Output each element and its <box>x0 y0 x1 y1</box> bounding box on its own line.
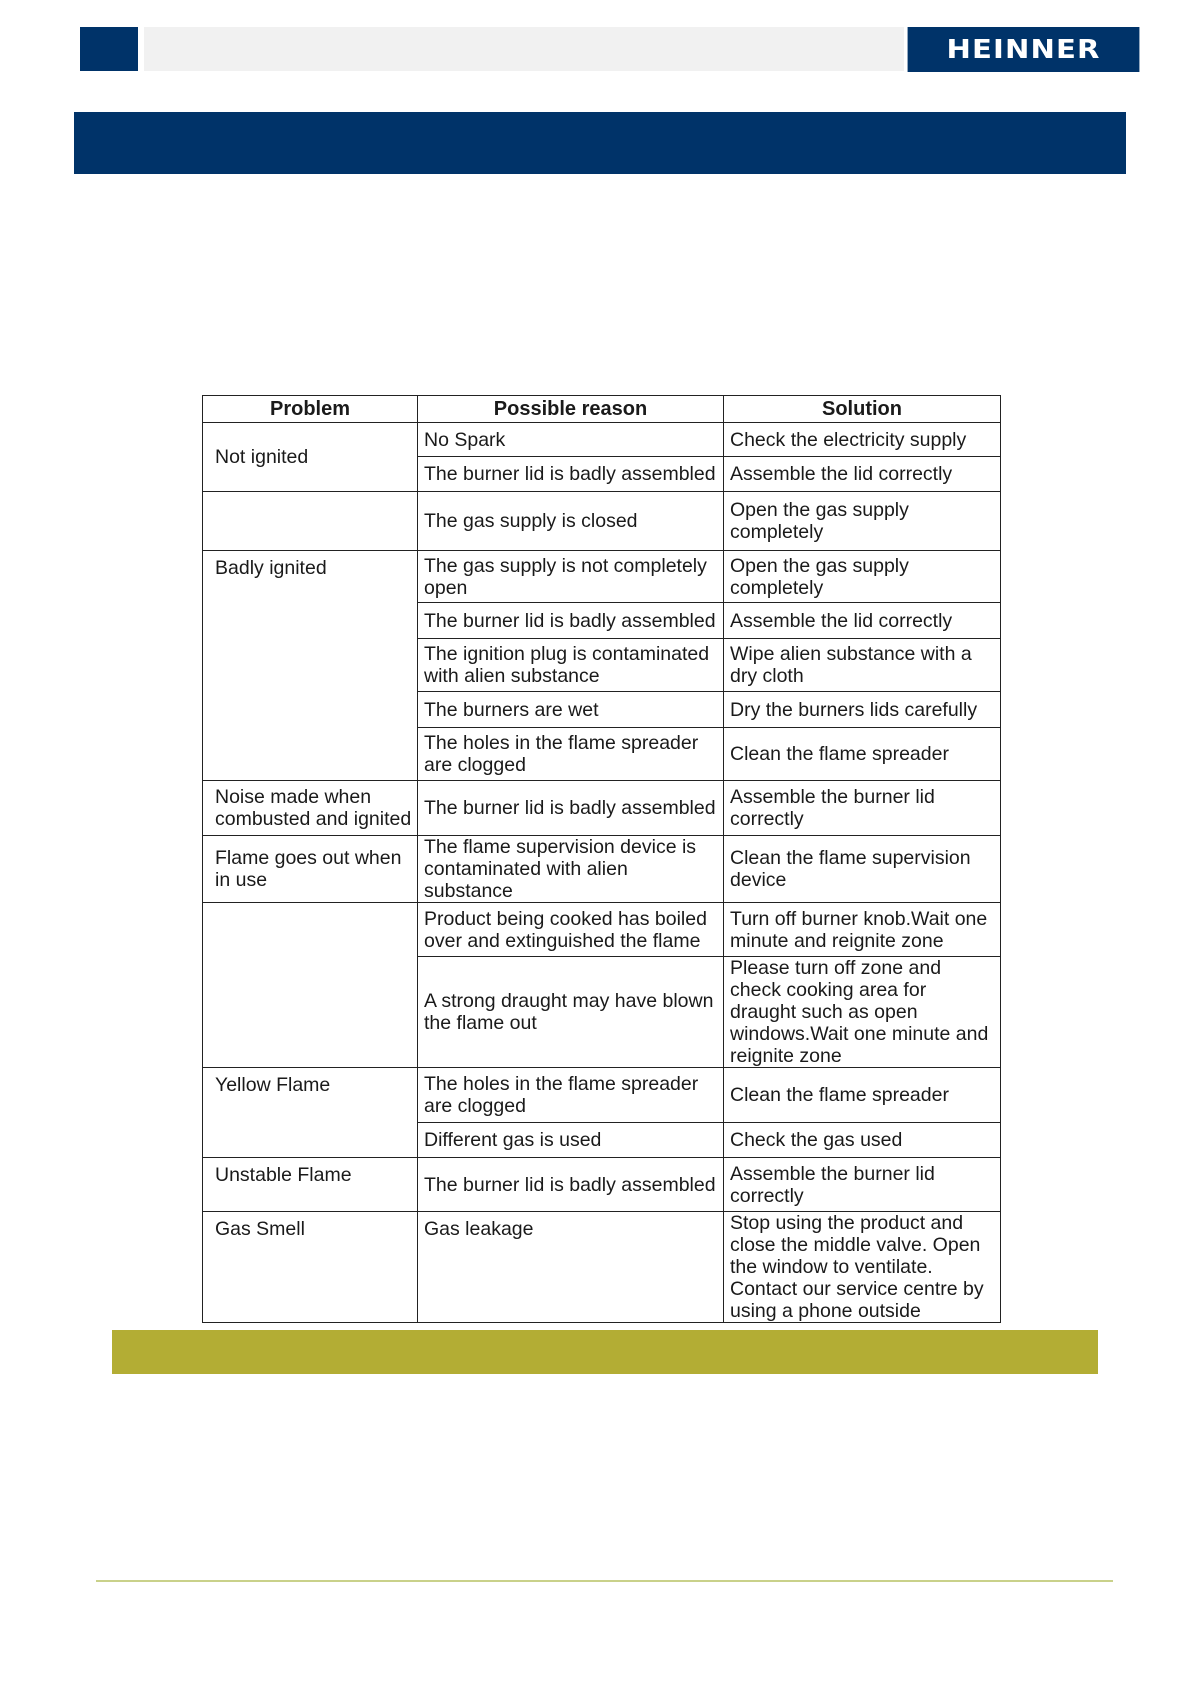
table-row <box>203 1158 1001 1212</box>
problem-cell <box>203 492 418 551</box>
reason-cell: Gas leakage <box>418 1212 724 1323</box>
problem-cell: Not ignited <box>203 423 418 492</box>
solution-cell: Dry the burners lids carefully <box>724 692 1001 728</box>
solution-cell: Please turn off zone and check cooking area for draught such as open windows.Wait one minute and reignite zone <box>724 957 1001 1068</box>
table-row <box>203 423 1001 457</box>
olive-section-band <box>112 1330 1098 1374</box>
reason-cell: The burner lid is badly assembled <box>418 781 724 836</box>
footer-divider <box>96 1580 1113 1582</box>
table-row <box>203 1212 1001 1323</box>
header-solution: Solution <box>724 396 1001 423</box>
solution-cell: Assemble the lid correctly <box>724 603 1001 639</box>
solution-cell: Open the gas supply completely <box>724 551 1001 603</box>
solution-cell: Clean the flame spreader <box>724 1068 1001 1123</box>
reason-cell: The ignition plug is contaminated with alien substance <box>418 639 724 692</box>
reason-cell: Product being cooked has boiled over and extinguished the flame <box>418 903 724 957</box>
solution-cell: Assemble the burner lid correctly <box>724 781 1001 836</box>
table-row <box>203 551 1001 603</box>
problem-cell: Yellow Flame <box>203 1068 418 1158</box>
problem-cell: Gas Smell <box>203 1212 418 1323</box>
reason-cell: The gas supply is not completely open <box>418 551 724 603</box>
solution-cell: Turn off burner knob.Wait one minute and reignite zone <box>724 903 1001 957</box>
reason-cell: The gas supply is closed <box>418 492 724 551</box>
problem-cell <box>203 903 418 1068</box>
problem-cell: Unstable Flame <box>203 1158 418 1212</box>
reason-cell: The holes in the flame spreader are clogged <box>418 1068 724 1123</box>
solution-cell: Wipe alien substance with a dry cloth <box>724 639 1001 692</box>
solution-cell: Open the gas supply completely <box>724 492 1001 551</box>
solution-cell: Assemble the burner lid correctly <box>724 1158 1001 1212</box>
reason-cell: Different gas is used <box>418 1123 724 1158</box>
solution-cell: Stop using the product and close the middle valve. Open the window to ventilate. Contact our service centre by using a phone outside <box>724 1212 1001 1323</box>
section-title-band <box>74 112 1126 174</box>
reason-cell: A strong draught may have blown the flame out <box>418 957 724 1068</box>
reason-cell: The burner lid is badly assembled <box>418 603 724 639</box>
reason-cell: The burner lid is badly assembled <box>418 457 724 492</box>
reason-cell: No Spark <box>418 423 724 457</box>
table-row <box>203 836 1001 903</box>
header-bar <box>144 27 904 71</box>
problem-cell: Flame goes out when in use <box>203 836 418 903</box>
header-possible-reason: Possible reason <box>418 396 724 423</box>
header-problem: Problem <box>203 396 418 423</box>
table-row <box>203 1068 1001 1123</box>
table-row <box>203 781 1001 836</box>
reason-cell: The holes in the flame spreader are clogged <box>418 728 724 781</box>
troubleshooting-table <box>202 395 1001 1323</box>
solution-cell: Clean the flame supervision device <box>724 836 1001 903</box>
solution-cell: Assemble the lid correctly <box>724 457 1001 492</box>
reason-cell: The burners are wet <box>418 692 724 728</box>
table-header-row <box>203 396 1001 423</box>
solution-cell: Check the gas used <box>724 1123 1001 1158</box>
table-row <box>203 903 1001 957</box>
reason-cell: The flame supervision device is contaminated with alien substance <box>418 836 724 903</box>
problem-cell: Badly ignited <box>203 551 418 781</box>
header-square-block <box>80 27 138 71</box>
heinner-logo: HEINNER <box>908 27 1140 72</box>
solution-cell: Clean the flame spreader <box>724 728 1001 781</box>
reason-cell: The burner lid is badly assembled <box>418 1158 724 1212</box>
solution-cell: Check the electricity supply <box>724 423 1001 457</box>
table-row <box>203 492 1001 551</box>
problem-cell: Noise made when combusted and ignited <box>203 781 418 836</box>
